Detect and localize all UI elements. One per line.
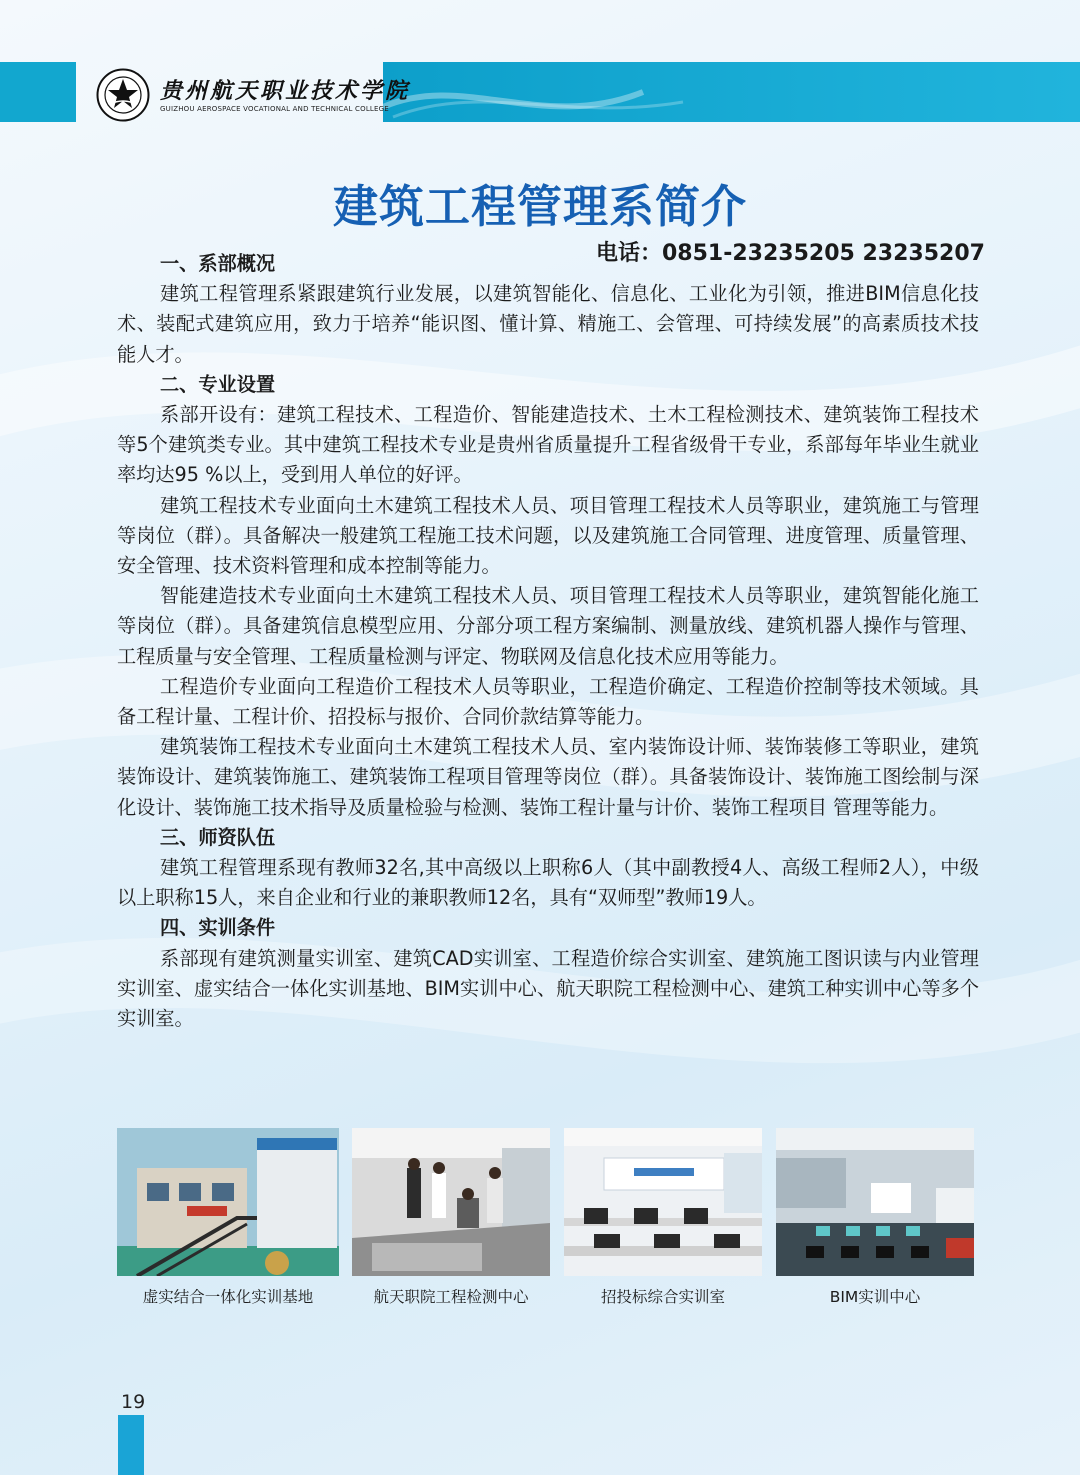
photo-training-base xyxy=(117,1128,339,1276)
paragraph: 建筑工程技术专业面向土木建筑工程技术人员、项目管理工程技术人员等职业，建筑施工与管理等岗位（群）。具备解决一般建筑工程施工技术问题，以及建筑施工合同管理、进度管理、质量管理、安全管理、技术资料管理和成本控制等能力。 xyxy=(117,493,979,578)
photo-caption: 招投标综合实训室 xyxy=(600,1288,725,1306)
header-band-left xyxy=(0,62,76,122)
paragraph: 建筑装饰工程技术专业面向土木建筑工程技术人员、室内装饰设计师、装饰装修工等职业，建筑装饰设计、建筑装饰施工、建筑装饰工程项目管理等岗位（群）。具备装饰设计、装饰施工图绘制与深化设计、装饰施工技术指导及质量检验与检测、装饰工程计量与计价、装饰工程项目 管理等能力。 xyxy=(117,735,979,819)
paragraph: 工程造价专业面向工程造价工程技术人员等职业，工程造价确定、工程造价控制等技术领域。具备工程计量、工程计价、招投标与报价、合同价款结算等能力。 xyxy=(117,674,979,729)
college-logo-seal-icon xyxy=(96,68,150,122)
page-marker-bar xyxy=(118,1415,144,1475)
college-name-cn: 贵州航天职业技术学院 xyxy=(160,78,411,104)
paragraph: 建筑工程管理系紧跟建筑行业发展，以建筑智能化、信息化、工业化为引领，推进BIM信息化技术、装配式建筑应用，致力于培养“能识图、懂计算、精施工、会管理、可持续发展”的高素质技术技能人才。 xyxy=(117,282,979,366)
section-heading: 一、系部概况 xyxy=(160,252,276,275)
article-body xyxy=(117,249,979,1034)
page-number: 19 xyxy=(121,1391,146,1413)
paragraph: 智能建造技术专业面向土木建筑工程技术人员、项目管理工程技术人员等职业，建筑智能化施工等岗位（群）。具备建筑信息模型应用、分部分项工程方案编制、测量放线、建筑机器人操作与管理、工程质量与安全管理、工程质量检测与评定、物联网及信息化技术应用等能力。 xyxy=(117,584,979,668)
photo-caption: 虚实结合一体化实训基地 xyxy=(142,1288,314,1306)
photo-testing-center xyxy=(352,1128,550,1276)
paragraph: 建筑工程管理系现有教师32名,其中高级以上职称6人（其中副教授4人、高级工程师2人），中级以上职称15人，来自企业和行业的兼职教师12名，具有“双师型”教师19人。 xyxy=(117,856,979,910)
header-band-right xyxy=(383,62,1080,122)
page-title: 建筑工程管理系简介 xyxy=(332,180,747,233)
photo-bidding-room xyxy=(564,1128,762,1276)
college-name-en: GUIZHOU AEROSPACE VOCATIONAL AND TECHNICAL COLLEGE xyxy=(160,105,389,113)
phone-numbers: 电话：0851-23235205 23235207 xyxy=(596,241,985,266)
section-heading: 四、实训条件 xyxy=(160,916,276,940)
photo-caption: 航天职院工程检测中心 xyxy=(373,1288,529,1306)
paragraph: 系部开设有：建筑工程技术、工程造价、智能建造技术、土木工程检测技术、建筑装饰工程技术等5个建筑类专业。其中建筑工程技术专业是贵州省质量提升工程省级骨干专业，系部每年毕业生就业率均达95 %以上，受到用人单位的好评。 xyxy=(117,403,979,487)
section-heading: 二、专业设置 xyxy=(160,372,276,396)
photo-bim-center xyxy=(776,1128,974,1276)
paragraph: 系部现有建筑测量实训室、建筑CAD实训室、工程造价综合实训室、建筑施工图识读与内业管理实训室、虚实结合一体化实训基地、BIM实训中心、航天职院工程检测中心、建筑工种实训中心等多个实训室。 xyxy=(117,946,979,1031)
section-heading: 三、师资队伍 xyxy=(160,825,276,849)
photo-caption: BIM实训中心 xyxy=(829,1288,921,1306)
